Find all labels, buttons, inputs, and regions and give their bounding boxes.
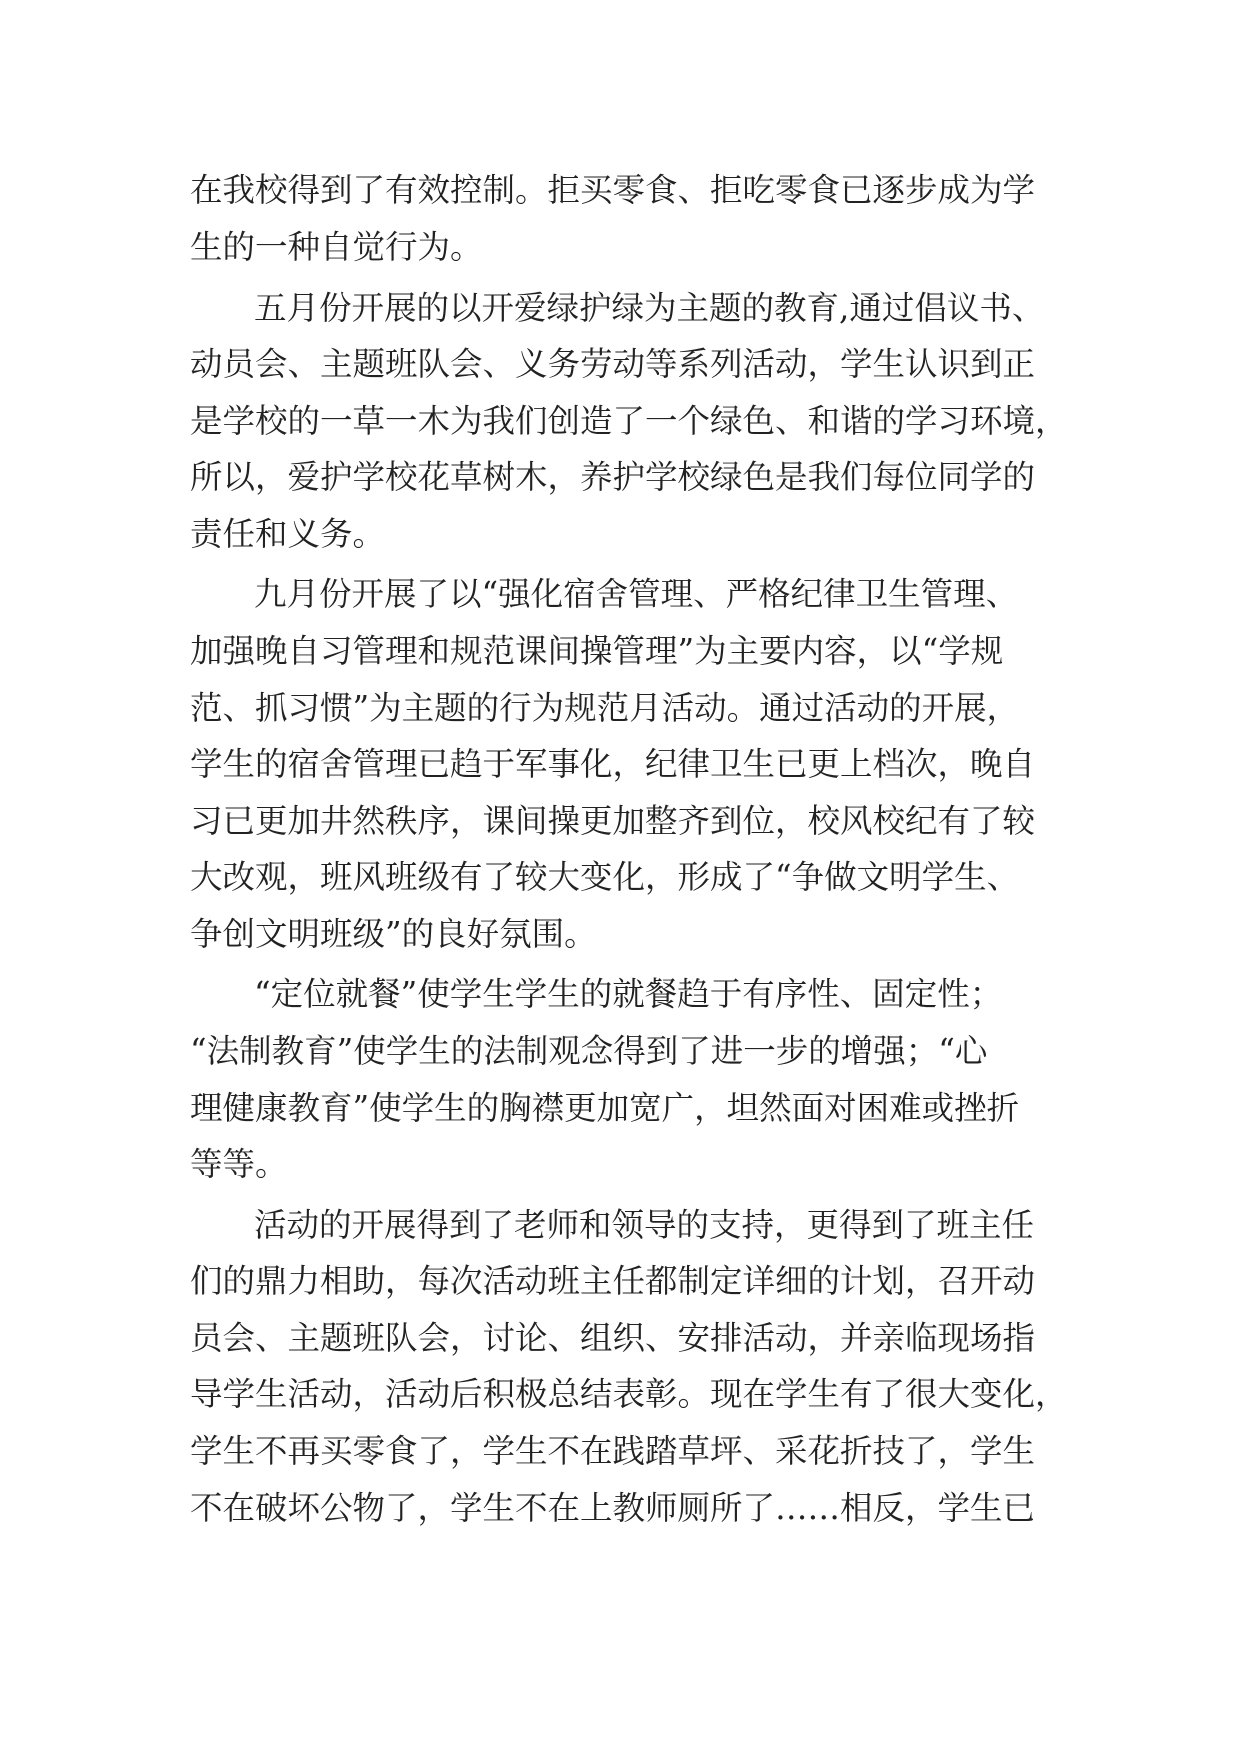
text-line: 在我校得到了有效控制。拒买零食、拒吃零食已逐步成为学 — [190, 171, 1036, 209]
paragraph-first-line: 活动的开展得到了老师和领导的支持，更得到了班主任 — [254, 1206, 1035, 1244]
text-line: 们的鼎力相助，每次活动班主任都制定详细的计划，召开动 — [190, 1262, 1036, 1300]
text-line: 所以，爱护学校花草树木，养护学校绿色是我们每位同学的 — [190, 458, 1036, 496]
paragraph-first-line: 九月份开展了以“强化宿舍管理、严格纪律卫生管理、 — [254, 575, 1019, 613]
text-line: 范、抓习惯”为主题的行为规范月活动。通过活动的开展， — [190, 689, 1020, 727]
text-line: 动员会、主题班队会、义务劳动等系列活动，学生认识到正 — [190, 345, 1036, 383]
text-line: 学生不再买零食了，学生不在践踏草坪、采花折技了，学生 — [190, 1432, 1036, 1470]
text-line: 生的一种自觉行为。 — [190, 228, 483, 266]
paragraph-first-line: “定位就餐”使学生学生的就餐趋于有序性、固定性； — [254, 975, 1003, 1013]
text-line: 导学生活动，活动后积极总结表彰。现在学生有了很大变化， — [190, 1375, 1068, 1413]
text-line: 争创文明班级”的良好氛围。 — [190, 915, 597, 953]
text-line: 是学校的一草一木为我们创造了一个绿色、和谐的学习环境， — [190, 402, 1068, 440]
text-line: 责任和义务。 — [190, 515, 386, 553]
text-line: 不在破坏公物了，学生不在上教师厕所了……相反，学生已 — [190, 1489, 1036, 1527]
text-line: 等等。 — [190, 1145, 288, 1183]
text-line: 大改观，班风班级有了较大变化，形成了“争做文明学生、 — [190, 858, 1020, 896]
text-line: 习已更加井然秩序，课间操更加整齐到位，校风校纪有了较 — [190, 802, 1036, 840]
text-line: “法制教育”使学生的法制观念得到了进一步的增强；“心 — [190, 1032, 988, 1070]
paragraph-first-line: 五月份开展的以开爱绿护绿为主题的教育,通过倡议书、 — [254, 289, 1045, 327]
text-line: 学生的宿舍管理已趋于军事化，纪律卫生已更上档次，晚自 — [190, 745, 1036, 783]
text-line: 员会、主题班队会，讨论、组织、安排活动，并亲临现场指 — [190, 1319, 1036, 1357]
text-line: 理健康教育”使学生的胸襟更加宽广，坦然面对困难或挫折 — [190, 1089, 1020, 1127]
text-line: 加强晚自习管理和规范课间操管理”为主要内容，以“学规 — [190, 632, 1004, 670]
